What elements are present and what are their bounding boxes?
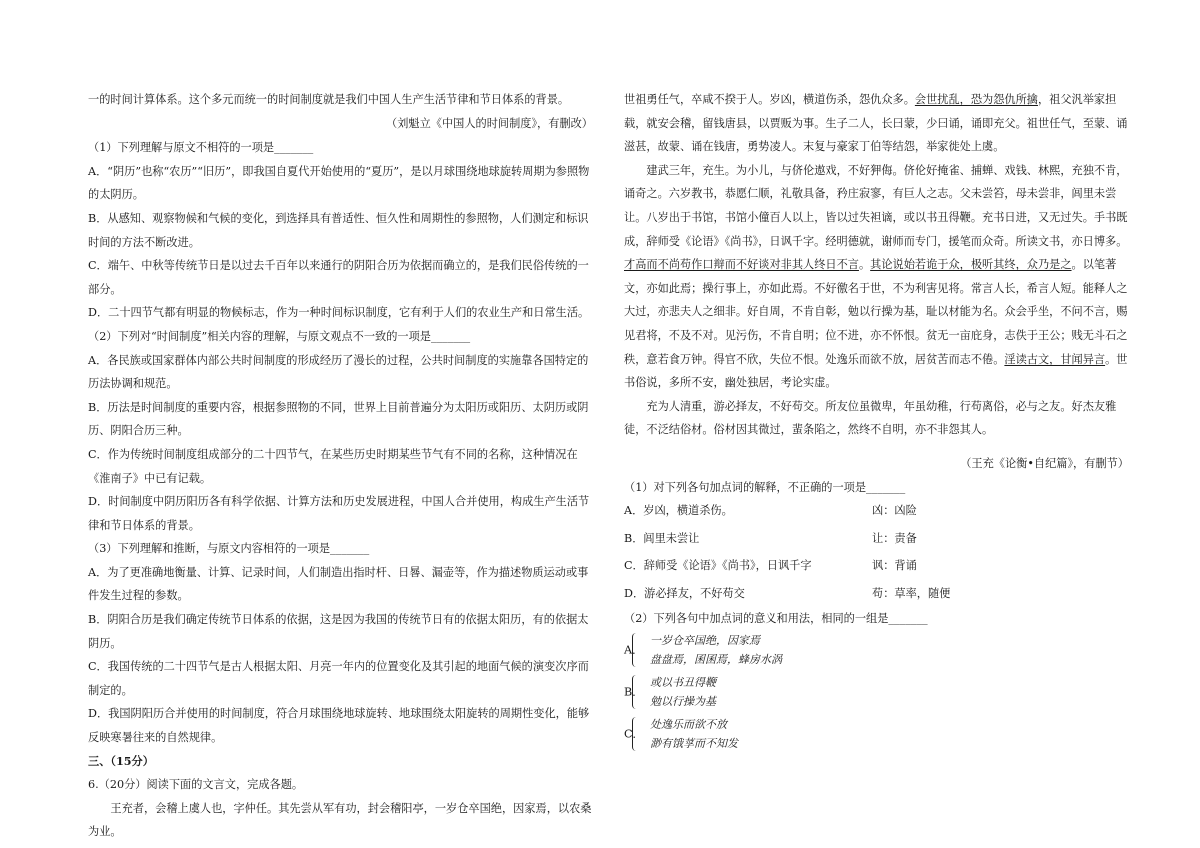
passage-paragraph-3: 充为人清重，游必择友，不好苟交。所友位虽微卑，年虽幼稚，行苟离俗，必与之友。好杰友雅徒，不泛结俗材。俗材因其微过，蜚条陷之，然终不自明，亦不非怨其人。 xyxy=(624,399,1117,437)
wenyan-question-2-option-a xyxy=(624,631,1129,669)
passage-text: 。以笔著文，亦如此焉；操行事上，亦如此焉。不好徼名于世，不为利害见将。常言人长，希言人短。能释人之大过，亦悲夫人之细非。好自周，不肯自彰，勉以行操为基，耻以材能为名。众会乎坐，不问不言，赐见君将，不及不对。见污伤，不肯自明；位不进，亦不怀恨。贫无一亩庇身，志佚于王公；贱无斗石之秩，意若食万钟。得官不欣，失位不恨。处逸乐而欲不放，居贫苦而志不倦。 xyxy=(624,258,1128,366)
passage-text: 建武三年，充生。为小儿，与侪伦遨戏，不好狎侮。侪伦好掩雀、捕蝉、戏钱、林熙，充独不肯，诵奇之。六岁教书，恭愿仁顺，礼敬具备，矜庄寂寥，有巨人之志。父未尝笞，母未尝非，闾里未尝让。八岁出于书馆，书馆小僮百人以上，皆以过失袒谪，或以书丑得鞭。充书日进，又无过失。手书既成，辞师受《论语》《尚书》，日讽千字。经明德就，谢师而专门，援笔而众奇。所读文书，亦日博多。 xyxy=(624,163,1128,248)
option-explanation: 让：责备 xyxy=(872,531,917,545)
wenyan-question-1-option xyxy=(624,499,1129,523)
passage-text: 。 xyxy=(858,258,871,272)
wenyan-question-2-option-c xyxy=(624,715,1129,753)
question-2-stem: （2）下列对“时间制度”相关内容的理解，与原文观点不一致的一项是_______ xyxy=(88,329,471,343)
option-sentence: D．游必择友，不好苟交 xyxy=(624,586,745,600)
question-6-stem: 6.（20分）阅读下面的文言文，完成各题。 xyxy=(88,778,304,792)
section-heading: 三、（15分） xyxy=(88,753,154,768)
underlined-sentence: 会世扰乱，恐为怨仇所擒 xyxy=(914,93,1038,106)
question-2-option-b: B．历法是时间制度的重要内容，根据参照物的不同，世界上目前普遍分为太阳历或阳历、太阴历或阴历、阴阳合历三种。 xyxy=(88,400,589,438)
option-label: A． xyxy=(624,643,644,657)
option-line: 勉以行操为基 xyxy=(650,695,716,709)
question-1-option-b: B．从感知、观察物候和气候的变化，到选择具有普适性、恒久性和周期性的参照物，人们测定和标识时间的方法不断改进。 xyxy=(88,211,589,249)
intro-text: 一的时间计算体系。这个多元而统一的时间制度就是我们中国人生产生活节律和节日体系的背景。 xyxy=(88,93,570,106)
passage-paragraph-1 xyxy=(624,88,1129,159)
option-label: B． xyxy=(624,685,644,699)
question-1-stem: （1）下列理解与原文不相符的一项是_______ xyxy=(88,141,314,155)
passage-text: ，祖父汎举家担载，就安会稽，留钱唐县，以贾贩为事。生子二人，长曰蒙，少曰诵，诵即充父。祖世任气，至蒙、诵滋甚，故蒙、诵在钱唐，勇势凌人。末复与豪家丁伯等结怨，举家徙处上虞。 xyxy=(624,93,1128,154)
brace-mark xyxy=(632,717,638,751)
wenyan-question-2-stem: （2）下列各句中加点词的意义和用法，相同的一组是_______ xyxy=(624,612,928,626)
option-sentence: B．闾里未尝让 xyxy=(624,531,700,545)
brace-mark xyxy=(632,633,638,667)
wenyan-question-1-option xyxy=(624,554,1129,578)
question-1-option-d: D．二十四节气都有明显的物候标志，作为一种时间标识制度，它有利于人们的农业生产和日常生活。 xyxy=(88,306,590,320)
option-line: 或以书丑得鞭 xyxy=(650,676,716,690)
wenyan-question-1-stem: （1）对下列各句加点词的解释，不正确的一项是_______ xyxy=(624,480,906,494)
question-2-option-a: A．各民族或国家群体内部公共时间制度的形成经历了漫长的过程，公共时间制度的实施靠各国特定的历法协调和规范。 xyxy=(88,353,589,391)
question-3-option-a: A．为了更准确地衡量、计算、记录时间，人们制造出指时杆、日晷、漏壶等，作为描述物质运动或事件发生过程的参数。 xyxy=(88,565,589,603)
option-line: 渺有饿莩而不知发 xyxy=(650,737,738,751)
wenyan-question-1-option xyxy=(624,582,1129,606)
question-3-option-d: D．我国阴阳历合并使用的时间制度，符合月球围绕地球旋转、地球围绕太阳旋转的周期性变化，能够反映寒暑往来的自然规律。 xyxy=(88,707,590,745)
option-line: 一岁仓卒国绝，因家焉 xyxy=(650,634,760,648)
question-1-option-a: A．“阴历”也称“农历”“旧历”，即我国自夏代开始使用的“夏历”，是以月球围绕地球旋转周期为参照物的太阴历。 xyxy=(88,164,590,202)
passage-paragraph-2 xyxy=(624,159,1129,395)
question-3-option-b: B．阴阳合历是我们确定传统节日体系的依据，这是因为我国的传统节日有的依据太阳历，有的依据太阴历。 xyxy=(88,613,589,650)
brace-mark xyxy=(632,675,638,709)
option-explanation: 凶：凶险 xyxy=(872,504,917,518)
option-line: 处逸乐而欲不放 xyxy=(650,718,727,732)
source-citation: （王充《论衡•自纪篇》，有删节） xyxy=(960,456,1129,470)
question-3-option-c: C．我国传统的二十四节气是古人根据太阳、月亮一年内的位置变化及其引起的地面气候的演变次序而制定的。 xyxy=(88,660,589,697)
question-2-option-d: D．时间制度中阴历阳历各有科学依据、计算方法和历史发展进程，中国人合并使用，构成生产生活节律和节日体系的背景。 xyxy=(88,495,590,532)
underlined-sentence: 才高而不尚苟作口辩而不好谈对非其人终日不言 xyxy=(624,258,859,272)
option-sentence: A．岁凶，横道杀伤。 xyxy=(624,504,733,518)
underlined-sentence: 淫读古文，甘闻异言 xyxy=(1004,352,1106,366)
left-column xyxy=(88,88,593,844)
underlined-sentence: 其论说始若诡于众，极听其终，众乃是之 xyxy=(870,258,1072,272)
wenyan-question-1-option xyxy=(624,527,1129,551)
wenyan-question-2-option-b xyxy=(624,673,1129,711)
source-citation: （刘魁立《中国人的时间制度》，有删改） xyxy=(386,116,593,130)
right-column xyxy=(624,88,1129,753)
question-1-option-c: C．端午、中秋等传统节日是以过去千百年以来通行的阴阳合历为依据而确立的，是我们民俗传统的一部分。 xyxy=(88,259,589,296)
passage-start: 王充者，会稽上虞人也，字仲任。其先尝从军有功，封会稽阳亭，一岁仓卒国绝，因家焉，以农桑为业。 xyxy=(88,801,592,839)
passage-text: 世祖勇任气，卒咸不揆于人。岁凶，横道伤杀，怨仇众多。 xyxy=(624,93,915,106)
question-2-option-c: C．作为传统时间制度组成部分的二十四节气，在某些历史时期某些节气有不同的名称，这种情况在《淮南子》中已有记载。 xyxy=(88,447,578,485)
question-3-stem: （3）下列理解和推断，与原文内容相符的一项是_______ xyxy=(88,542,370,556)
option-sentence: C．辞师受《论语》《尚书》，日讽千字 xyxy=(624,559,812,573)
option-line: 盘盘焉，囷囷焉，蜂房水涡 xyxy=(650,653,782,667)
option-explanation: 苟：草率，随便 xyxy=(872,586,951,600)
option-explanation: 讽：背诵 xyxy=(872,559,917,573)
passage-text: 。世书俗说，多所不安，幽处独居，考论实虚。 xyxy=(624,352,1128,390)
option-label: C． xyxy=(624,727,644,741)
